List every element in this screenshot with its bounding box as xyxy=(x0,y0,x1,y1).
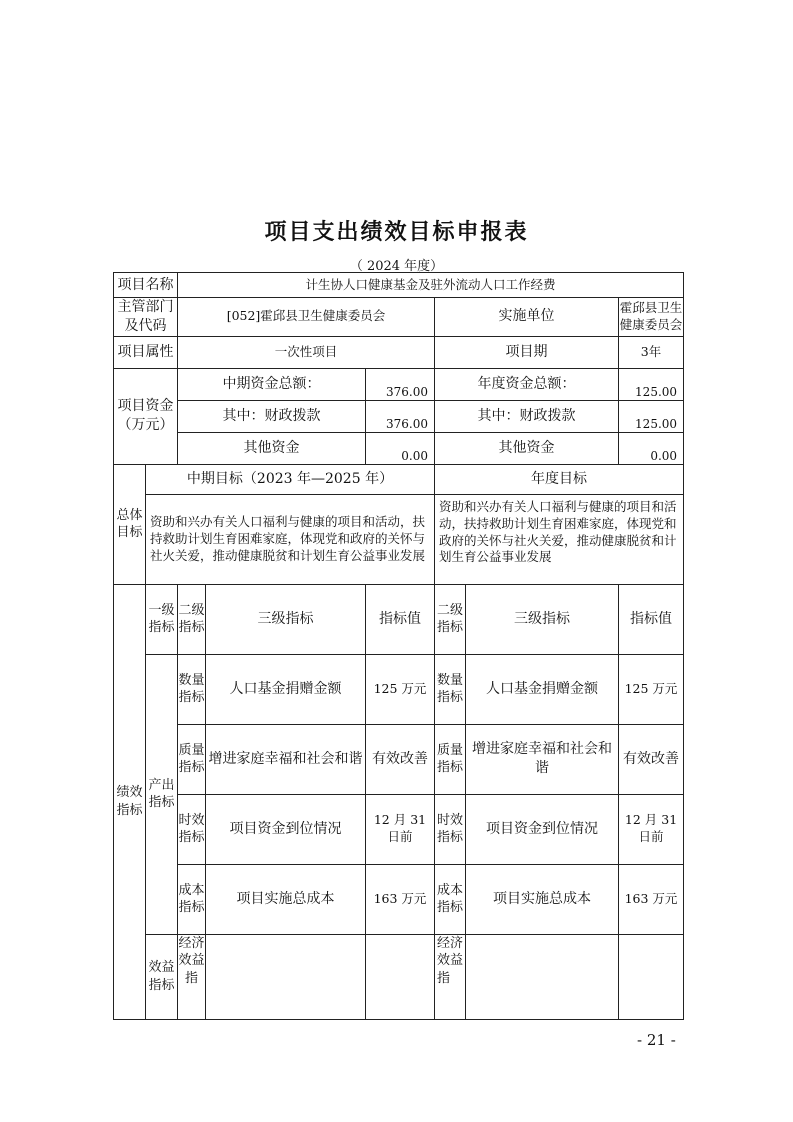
row-year-item: 项目实施总成本 xyxy=(466,864,619,934)
mid-goal-text: 资助和兴办有关人口福利与健康的项目和活动，扶持救助计划生育困难家庭，体现党和政府的关怀与社火关爱，推动健康脱贫和计划生育公益事业发展 xyxy=(146,494,435,584)
year-fiscal-label: 其中：财政拨款 xyxy=(435,400,619,432)
row-year-value xyxy=(619,934,684,1019)
year-total-value: 125.00 xyxy=(619,368,684,400)
page-number: - 21 - xyxy=(637,1031,676,1049)
year-level2-header: 二级指标 xyxy=(435,584,466,654)
performance-form-table xyxy=(113,272,684,1020)
year-value-header: 指标值 xyxy=(619,584,684,654)
row-level2: 成本指标 xyxy=(178,864,206,934)
project-period-value: 3年 xyxy=(619,336,684,368)
mid-total-label: 中期资金总额： xyxy=(178,368,366,400)
project-name-label: 项目名称 xyxy=(114,273,178,298)
project-attr-value: 一次性项目 xyxy=(178,336,435,368)
year-other-label: 其他资金 xyxy=(435,432,619,464)
dept-value: [052]霍邱县卫生健康委员会 xyxy=(178,298,435,337)
row-year-item: 增进家庭幸福和社会和谐 xyxy=(466,724,619,794)
year-line: （ 2024 年度） xyxy=(349,259,444,274)
row-mid-value: 12 月 31 日前 xyxy=(366,794,435,864)
benefit-indicator-label: 效益指标 xyxy=(146,934,178,1019)
row-year-item: 人口基金捐赠金额 xyxy=(466,654,619,724)
row-mid-item: 项目资金到位情况 xyxy=(206,794,366,864)
perf-indicator-label: 绩效指标 xyxy=(114,584,146,1019)
dept-label: 主管部门及代码 xyxy=(114,298,178,337)
row-mid-value: 有效改善 xyxy=(366,724,435,794)
row-mid-value: 163 万元 xyxy=(366,864,435,934)
year-goal-text: 资助和兴办有关人口福利与健康的项目和活动，扶持救助计划生育困难家庭，体现党和政府的关怀与社火关爱，推动健康脱贫和计划生育公益事业发展 xyxy=(435,494,684,584)
mid-fiscal-value: 376.00 xyxy=(366,400,435,432)
output-indicator-label: 产出指标 xyxy=(146,654,178,934)
year-fiscal-value: 125.00 xyxy=(619,400,684,432)
project-attr-label: 项目属性 xyxy=(114,336,178,368)
level3-header: 三级指标 xyxy=(206,584,366,654)
year-goal-header: 年度目标 xyxy=(435,464,684,494)
project-name-value: 计生协人口健康基金及驻外流动人口工作经费 xyxy=(178,273,684,298)
row-mid-item: 人口基金捐赠金额 xyxy=(206,654,366,724)
row-year-value: 有效改善 xyxy=(619,724,684,794)
form-title: 项目支出绩效目标申报表 xyxy=(264,219,529,245)
mid-other-value: 0.00 xyxy=(366,432,435,464)
row-level2: 经济效益指 xyxy=(178,934,206,1019)
row-year-level2: 数量指标 xyxy=(435,654,466,724)
year-other-value: 0.00 xyxy=(619,432,684,464)
row-mid-item: 增进家庭幸福和社会和谐 xyxy=(206,724,366,794)
row-mid-item: 项目实施总成本 xyxy=(206,864,366,934)
row-year-level2: 质量指标 xyxy=(435,724,466,794)
overall-goal-label: 总体目标 xyxy=(114,464,146,584)
row-level2: 数量指标 xyxy=(178,654,206,724)
row-year-level2: 经济效益指 xyxy=(435,934,466,1019)
year-level3-header: 三级指标 xyxy=(466,584,619,654)
impl-unit-value: 霍邱县卫生健康委员会 xyxy=(619,298,684,337)
impl-unit-label: 实施单位 xyxy=(435,298,619,337)
row-year-item: 项目资金到位情况 xyxy=(466,794,619,864)
mid-total-value: 376.00 xyxy=(366,368,435,400)
row-mid-value xyxy=(366,934,435,1019)
row-level2: 时效指标 xyxy=(178,794,206,864)
row-year-value: 125 万元 xyxy=(619,654,684,724)
row-year-value: 163 万元 xyxy=(619,864,684,934)
row-mid-item xyxy=(206,934,366,1019)
mid-other-label: 其他资金 xyxy=(178,432,366,464)
project-funds-label: 项目资金（万元） xyxy=(114,368,178,464)
row-level2: 质量指标 xyxy=(178,724,206,794)
level1-header: 一级指标 xyxy=(146,584,178,654)
level2-header: 二级指标 xyxy=(178,584,206,654)
row-year-level2: 成本指标 xyxy=(435,864,466,934)
row-year-level2: 时效指标 xyxy=(435,794,466,864)
value-header: 指标值 xyxy=(366,584,435,654)
row-year-item xyxy=(466,934,619,1019)
mid-goal-header: 中期目标（2023 年—2025 年） xyxy=(146,464,435,494)
year-total-label: 年度资金总额： xyxy=(435,368,619,400)
mid-fiscal-label: 其中：财政拨款 xyxy=(178,400,366,432)
project-period-label: 项目期 xyxy=(435,336,619,368)
row-mid-value: 125 万元 xyxy=(366,654,435,724)
row-year-value: 12 月 31 日前 xyxy=(619,794,684,864)
